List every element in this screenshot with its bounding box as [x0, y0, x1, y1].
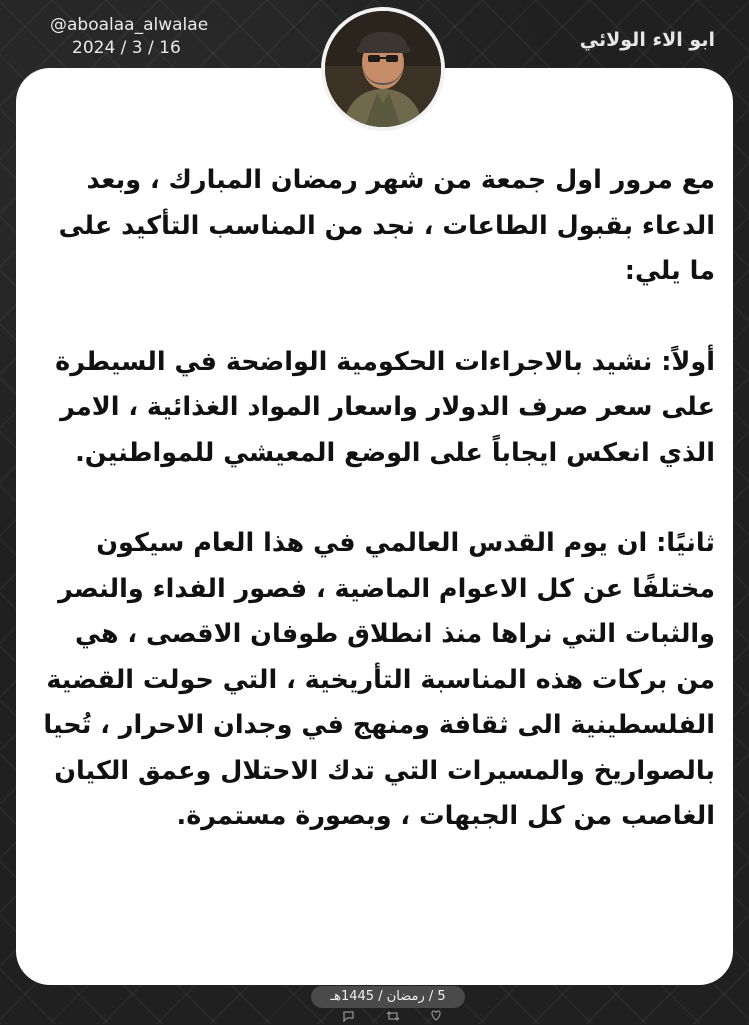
post-point-first: أولاً: نشيد بالاجراءات الحكومية الواضحة في السيطرة على سعر صرف الدولار واسعار المواد الغذائية ، الامر الذي انعكس ايجاباً على الوضع المعيشي للمواطنين. [55, 346, 715, 468]
retweet-icon[interactable] [386, 1010, 400, 1024]
heart-icon[interactable] [430, 1010, 442, 1024]
portrait-icon [325, 11, 441, 127]
post-date: 2024 / 3 / 16 [72, 38, 181, 58]
post-actions [342, 1010, 442, 1024]
post-point-second: ثانيًا: ان يوم القدس العالمي في هذا العام سيكون مختلفًا عن كل الاعوام الماضية ، فصور الفداء والنصر والثبات التي نراها منذ انطلاق طوفان الاقصى ، هي من بركات هذه المناسبة التأريخية ، التي حولت القضية الفلسطينية الى ثقافة ومنهج في وجدان الاحرار ، تُحيا بالصواريخ والمسيرات التي تدك الاحتلال وعمق الكيان الغاصب من كل الجبهات ، وبصورة مستمرة. [43, 528, 715, 831]
account-handle: @aboalaa_alwalae [50, 15, 209, 35]
post-intro: مع مرور اول جمعة من شهر رمضان المبارك ، وبعد الدعاء بقبول الطاعات ، نجد من المناسب التأكيد على ما يلي: [58, 165, 715, 286]
paragraph-gap [30, 476, 715, 521]
avatar-photo [325, 11, 441, 127]
comment-icon[interactable] [342, 1010, 355, 1024]
avatar[interactable] [321, 7, 445, 131]
hijri-date-badge: 5 / رمضان / 1445هـ [311, 986, 465, 1008]
post-body [30, 158, 715, 840]
paragraph-gap [30, 295, 715, 340]
account-name: ابو الاء الولائي [579, 29, 715, 51]
